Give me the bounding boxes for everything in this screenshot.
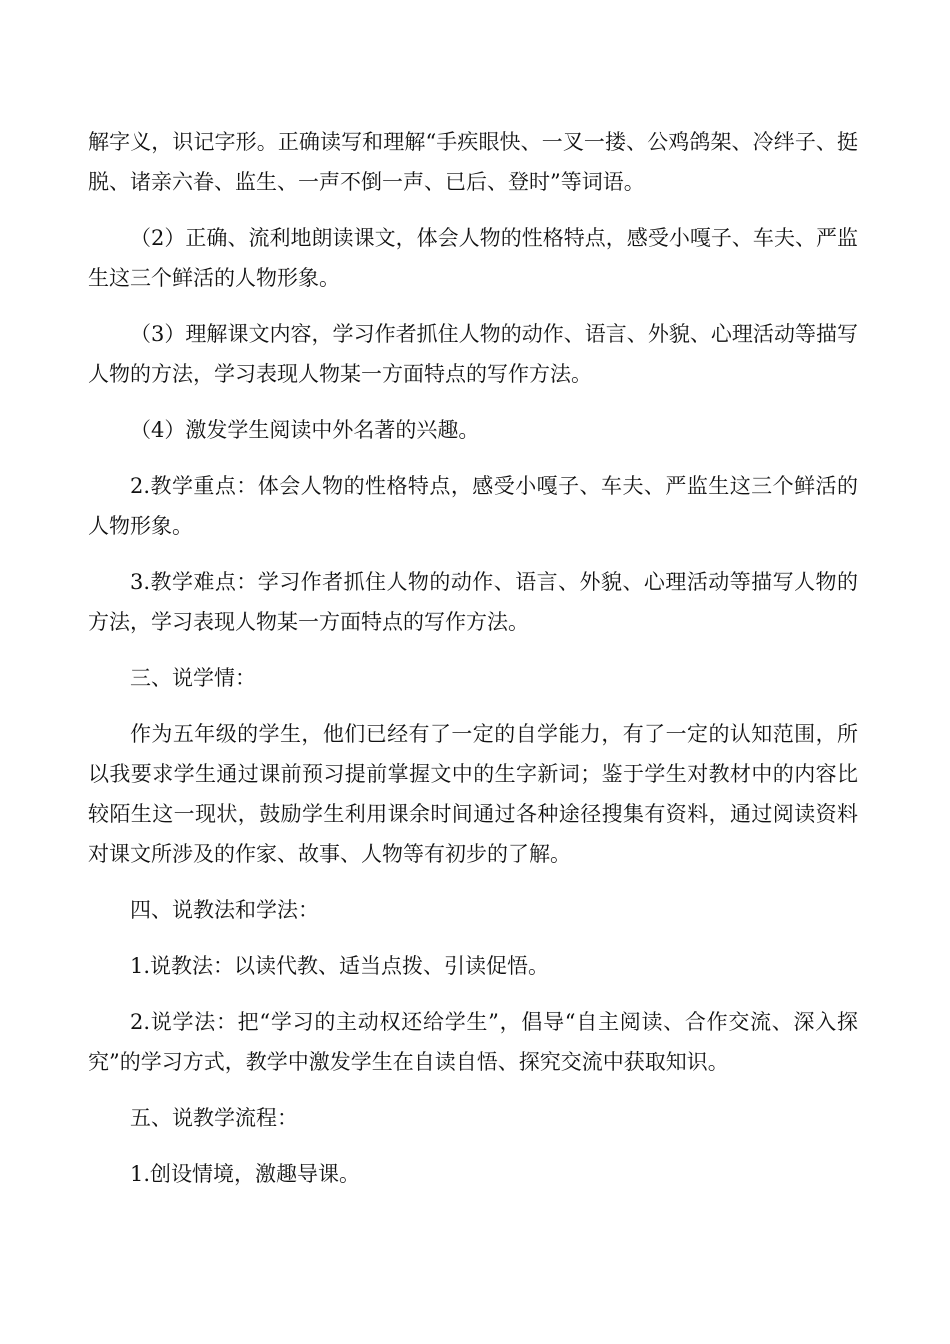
- section-heading-methods: 四、说教法和学法：: [130, 898, 319, 922]
- paragraph-teaching-method: 1.说教法：以读代教、适当点拨、引读促悟。: [130, 954, 550, 978]
- paragraph-teaching-focus: 2.教学重点：体会人物的性格特点，感受小嘎子、车夫、严监生这三个鲜活的人物形象。: [88, 474, 858, 538]
- paragraph-student-situation: 作为五年级的学生，他们已经有了一定的自学能力，有了一定的认知范围，所以我要求学生通过课前预习提前掌握文中的生字新词；鉴于学生对教材中的内容比较陌生这一现状，鼓励学生利用课余时间通过各种途径搜集有资料，通过阅读资料对课文所涉及的作家、故事、人物等有初步的了解。: [88, 722, 858, 866]
- paragraph-process-step-1: 1.创设情境，激趣导课。: [130, 1162, 361, 1186]
- paragraph-teaching-difficulty: 3.教学难点：学习作者抓住人物的动作、语言、外貌、心理活动等描写人物的方法，学习表现人物某一方面特点的写作方法。: [88, 570, 858, 634]
- paragraph-objectives-continued: 解字义，识记字形。正确读写和理解“手疾眼快、一叉一搂、公鸡鸽架、冷绊子、挺脱、诸亲六眷、监生、一声不倒一声、已后、登时”等词语。: [88, 130, 858, 194]
- section-heading-teaching-process: 五、说教学流程：: [130, 1106, 298, 1130]
- section-heading-student-situation: 三、说学情：: [130, 666, 256, 690]
- paragraph-objective-2: （2）正确、流利地朗读课文，体会人物的性格特点，感受小嘎子、车夫、严监生这三个鲜活的人物形象。: [88, 226, 858, 290]
- paragraph-learning-method: 2.说学法：把“学习的主动权还给学生”，倡导“自主阅读、合作交流、深入探究”的学习方式，教学中激发学生在自读自悟、探究交流中获取知识。: [88, 1010, 858, 1074]
- paragraph-objective-3: （3）理解课文内容，学习作者抓住人物的动作、语言、外貌、心理活动等描写人物的方法，学习表现人物某一方面特点的写作方法。: [88, 322, 858, 386]
- paragraph-objective-4: （4）激发学生阅读中外名著的兴趣。: [130, 418, 480, 442]
- document-body: [88, 122, 858, 1210]
